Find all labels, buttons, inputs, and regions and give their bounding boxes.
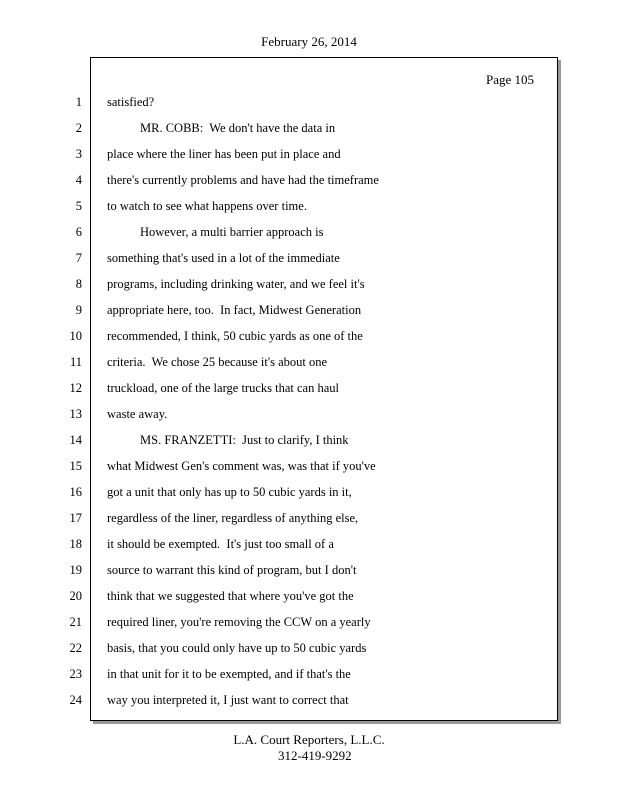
line-text: in that unit for it to be exempted, and if that's the bbox=[107, 667, 351, 681]
line-text: required liner, you're removing the CCW on a yearly bbox=[107, 615, 371, 629]
transcript-line bbox=[0, 510, 618, 536]
line-text: recommended, I think, 50 cubic yards as one of the bbox=[107, 329, 363, 343]
line-text: something that's used in a lot of the immediate bbox=[107, 251, 340, 265]
transcript-line bbox=[0, 484, 618, 510]
transcript-line bbox=[0, 406, 618, 432]
line-number: 21 bbox=[69, 615, 82, 629]
line-text: place where the liner has been put in place and bbox=[107, 147, 341, 161]
transcript-line bbox=[0, 146, 618, 172]
line-number: 15 bbox=[69, 459, 82, 473]
line-number: 10 bbox=[69, 329, 82, 343]
line-number: 11 bbox=[69, 355, 82, 369]
line-number: 23 bbox=[69, 667, 82, 681]
line-number: 19 bbox=[69, 563, 82, 577]
line-text: programs, including drinking water, and we feel it's bbox=[107, 277, 365, 291]
transcript-line bbox=[0, 640, 618, 666]
line-text: it should be exempted. It's just too small of a bbox=[107, 537, 334, 551]
line-text: think that we suggested that where you've got the bbox=[107, 589, 354, 603]
line-text: appropriate here, too. In fact, Midwest Generation bbox=[107, 303, 362, 317]
line-number: 4 bbox=[75, 173, 82, 187]
line-number: 7 bbox=[75, 251, 82, 265]
line-text: satisfied? bbox=[107, 95, 155, 109]
line-text: way you interpreted it, I just want to correct that bbox=[107, 693, 349, 707]
line-text: MS. FRANZETTI: Just to clarify, I think bbox=[140, 433, 349, 447]
transcript-line bbox=[0, 666, 618, 692]
transcript-line bbox=[0, 458, 618, 484]
line-number: 22 bbox=[69, 641, 82, 655]
transcript-line bbox=[0, 302, 618, 328]
page-number: Page 105 bbox=[486, 72, 535, 87]
line-number: 20 bbox=[69, 589, 82, 603]
line-text: criteria. We chose 25 because it's about one bbox=[107, 355, 328, 369]
line-number: 18 bbox=[69, 537, 82, 551]
transcript-line bbox=[0, 354, 618, 380]
transcript-line bbox=[0, 536, 618, 562]
line-text: However, a multi barrier approach is bbox=[140, 225, 324, 239]
line-text: regardless of the liner, regardless of anything else, bbox=[107, 511, 359, 525]
reporter-company: L.A. Court Reporters, L.L.C. bbox=[233, 732, 385, 747]
line-number: 8 bbox=[75, 277, 82, 291]
line-number: 12 bbox=[69, 381, 82, 395]
transcript-line bbox=[0, 380, 618, 406]
line-text: MR. COBB: We don't have the data in bbox=[140, 121, 336, 135]
line-text: truckload, one of the large trucks that can haul bbox=[107, 381, 339, 395]
line-text: basis, that you could only have up to 50 cubic yards bbox=[107, 641, 367, 655]
transcript-line bbox=[0, 250, 618, 276]
reporter-phone: 312-419-9292 bbox=[278, 748, 352, 763]
transcript-line bbox=[0, 614, 618, 640]
transcript-line bbox=[0, 198, 618, 224]
line-number: 3 bbox=[75, 147, 82, 161]
line-text: what Midwest Gen's comment was, was that if you've bbox=[107, 459, 376, 473]
line-number: 16 bbox=[69, 485, 82, 499]
transcript-line bbox=[0, 172, 618, 198]
line-text: to watch to see what happens over time. bbox=[107, 199, 307, 213]
transcript-line bbox=[0, 224, 618, 250]
transcript-date: February 26, 2014 bbox=[261, 34, 357, 49]
line-number: 14 bbox=[69, 433, 82, 447]
line-text: waste away. bbox=[107, 407, 168, 421]
transcript-line bbox=[0, 588, 618, 614]
line-number: 2 bbox=[75, 121, 82, 135]
line-number: 17 bbox=[69, 511, 82, 525]
transcript-line bbox=[0, 328, 618, 354]
transcript-line bbox=[0, 432, 618, 458]
line-text: there's currently problems and have had the timeframe bbox=[107, 173, 379, 187]
line-number: 1 bbox=[75, 95, 82, 109]
line-number: 5 bbox=[75, 199, 82, 213]
line-number: 13 bbox=[69, 407, 82, 421]
line-text: got a unit that only has up to 50 cubic yards in it, bbox=[107, 485, 352, 499]
line-number: 24 bbox=[69, 693, 82, 707]
transcript-line bbox=[0, 276, 618, 302]
transcript-line bbox=[0, 120, 618, 146]
line-number: 9 bbox=[75, 303, 82, 317]
line-number: 6 bbox=[75, 225, 82, 239]
transcript-line bbox=[0, 562, 618, 588]
transcript-line bbox=[0, 692, 618, 718]
line-text: source to warrant this kind of program, but I don't bbox=[107, 563, 357, 577]
transcript-line bbox=[0, 94, 618, 120]
